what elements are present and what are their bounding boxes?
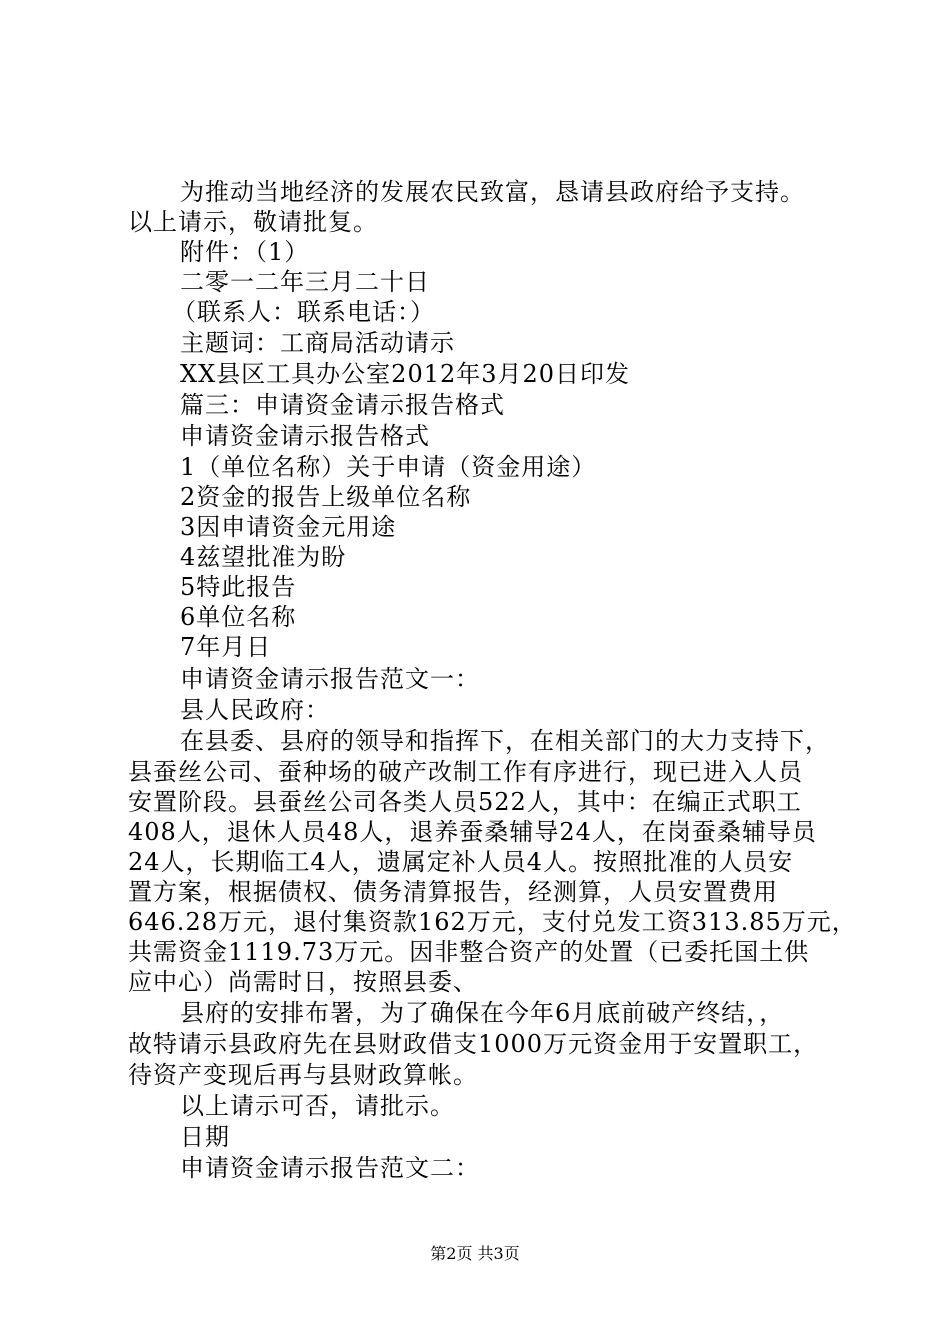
text-line: 申请资金请示报告范文二：: [180, 1154, 480, 1182]
text-line: 县人民政府：: [180, 696, 330, 724]
text-line: 县蚕丝公司、蚕种场的破产改制工作有序进行，现已进入人员: [128, 758, 803, 786]
text-line: 安置阶段。县蚕丝公司各类人员522人，其中：在编正式职工: [128, 788, 802, 816]
page-number-footer: 第2页 共3页: [430, 1244, 520, 1263]
list-item: 1（单位名称）关于申请（资金用途）: [180, 453, 597, 481]
text-line: 附件：（1）: [180, 238, 310, 266]
text-line: （联系人：联系电话：）: [172, 298, 435, 326]
text-line: 故特请示县政府先在县财政借支1000万元资金用于安置职工，: [128, 1030, 819, 1058]
list-item: 2资金的报告上级单位名称: [180, 483, 472, 511]
section-heading: 篇三：申请资金请示报告格式: [180, 391, 505, 419]
list-item: 3因申请资金元用途: [180, 513, 397, 541]
list-item: 5特此报告: [180, 573, 297, 601]
text-line: 日期: [180, 1123, 230, 1151]
list-item: 7年月日: [180, 633, 272, 661]
text-line: 申请资金请示报告范文一：: [180, 665, 480, 693]
text-line: 二零一二年三月二十日: [180, 268, 430, 296]
text-line: 申请资金请示报告格式: [180, 422, 430, 450]
text-line: XX县区工具办公室2012年3月20日印发: [180, 360, 631, 388]
text-line: 待资产变现后再与县财政算帐。: [128, 1061, 478, 1089]
text-line: 以上请示，敬请批复。: [128, 208, 378, 236]
text-line: 应中心）尚需时日，按照县委、: [128, 968, 478, 996]
text-line: 在县委、县府的领导和指挥下，在相关部门的大力支持下，: [180, 727, 830, 755]
list-item: 4兹望批准为盼: [180, 543, 347, 571]
text-line: 408人，退休人员48人，退养蚕桑辅导24人，在岗蚕桑辅导员: [128, 818, 817, 846]
text-line: 主题词：工商局活动请示: [180, 329, 455, 357]
text-line: 以上请示可否，请批示。: [180, 1092, 455, 1120]
text-line: 置方案，根据债权、债务清算报告，经测算，人员安置费用: [128, 878, 778, 906]
text-line: 24人，长期临工4人，遗属定补人员4人。按照批准的人员安: [128, 848, 794, 876]
text-line: 共需资金1119.73万元。因非整合资产的处置（已委托国土供: [128, 938, 810, 966]
text-line: 为推动当地经济的发展农民致富，恳请县政府给予支持。: [180, 178, 805, 206]
list-item: 6单位名称: [180, 603, 297, 631]
text-line: 646.28万元，退付集资款162万元，支付兑发工资313.85万元，: [128, 908, 857, 936]
text-line: 县府的安排布署，为了确保在今年6月底前破产终结，，: [180, 999, 785, 1027]
